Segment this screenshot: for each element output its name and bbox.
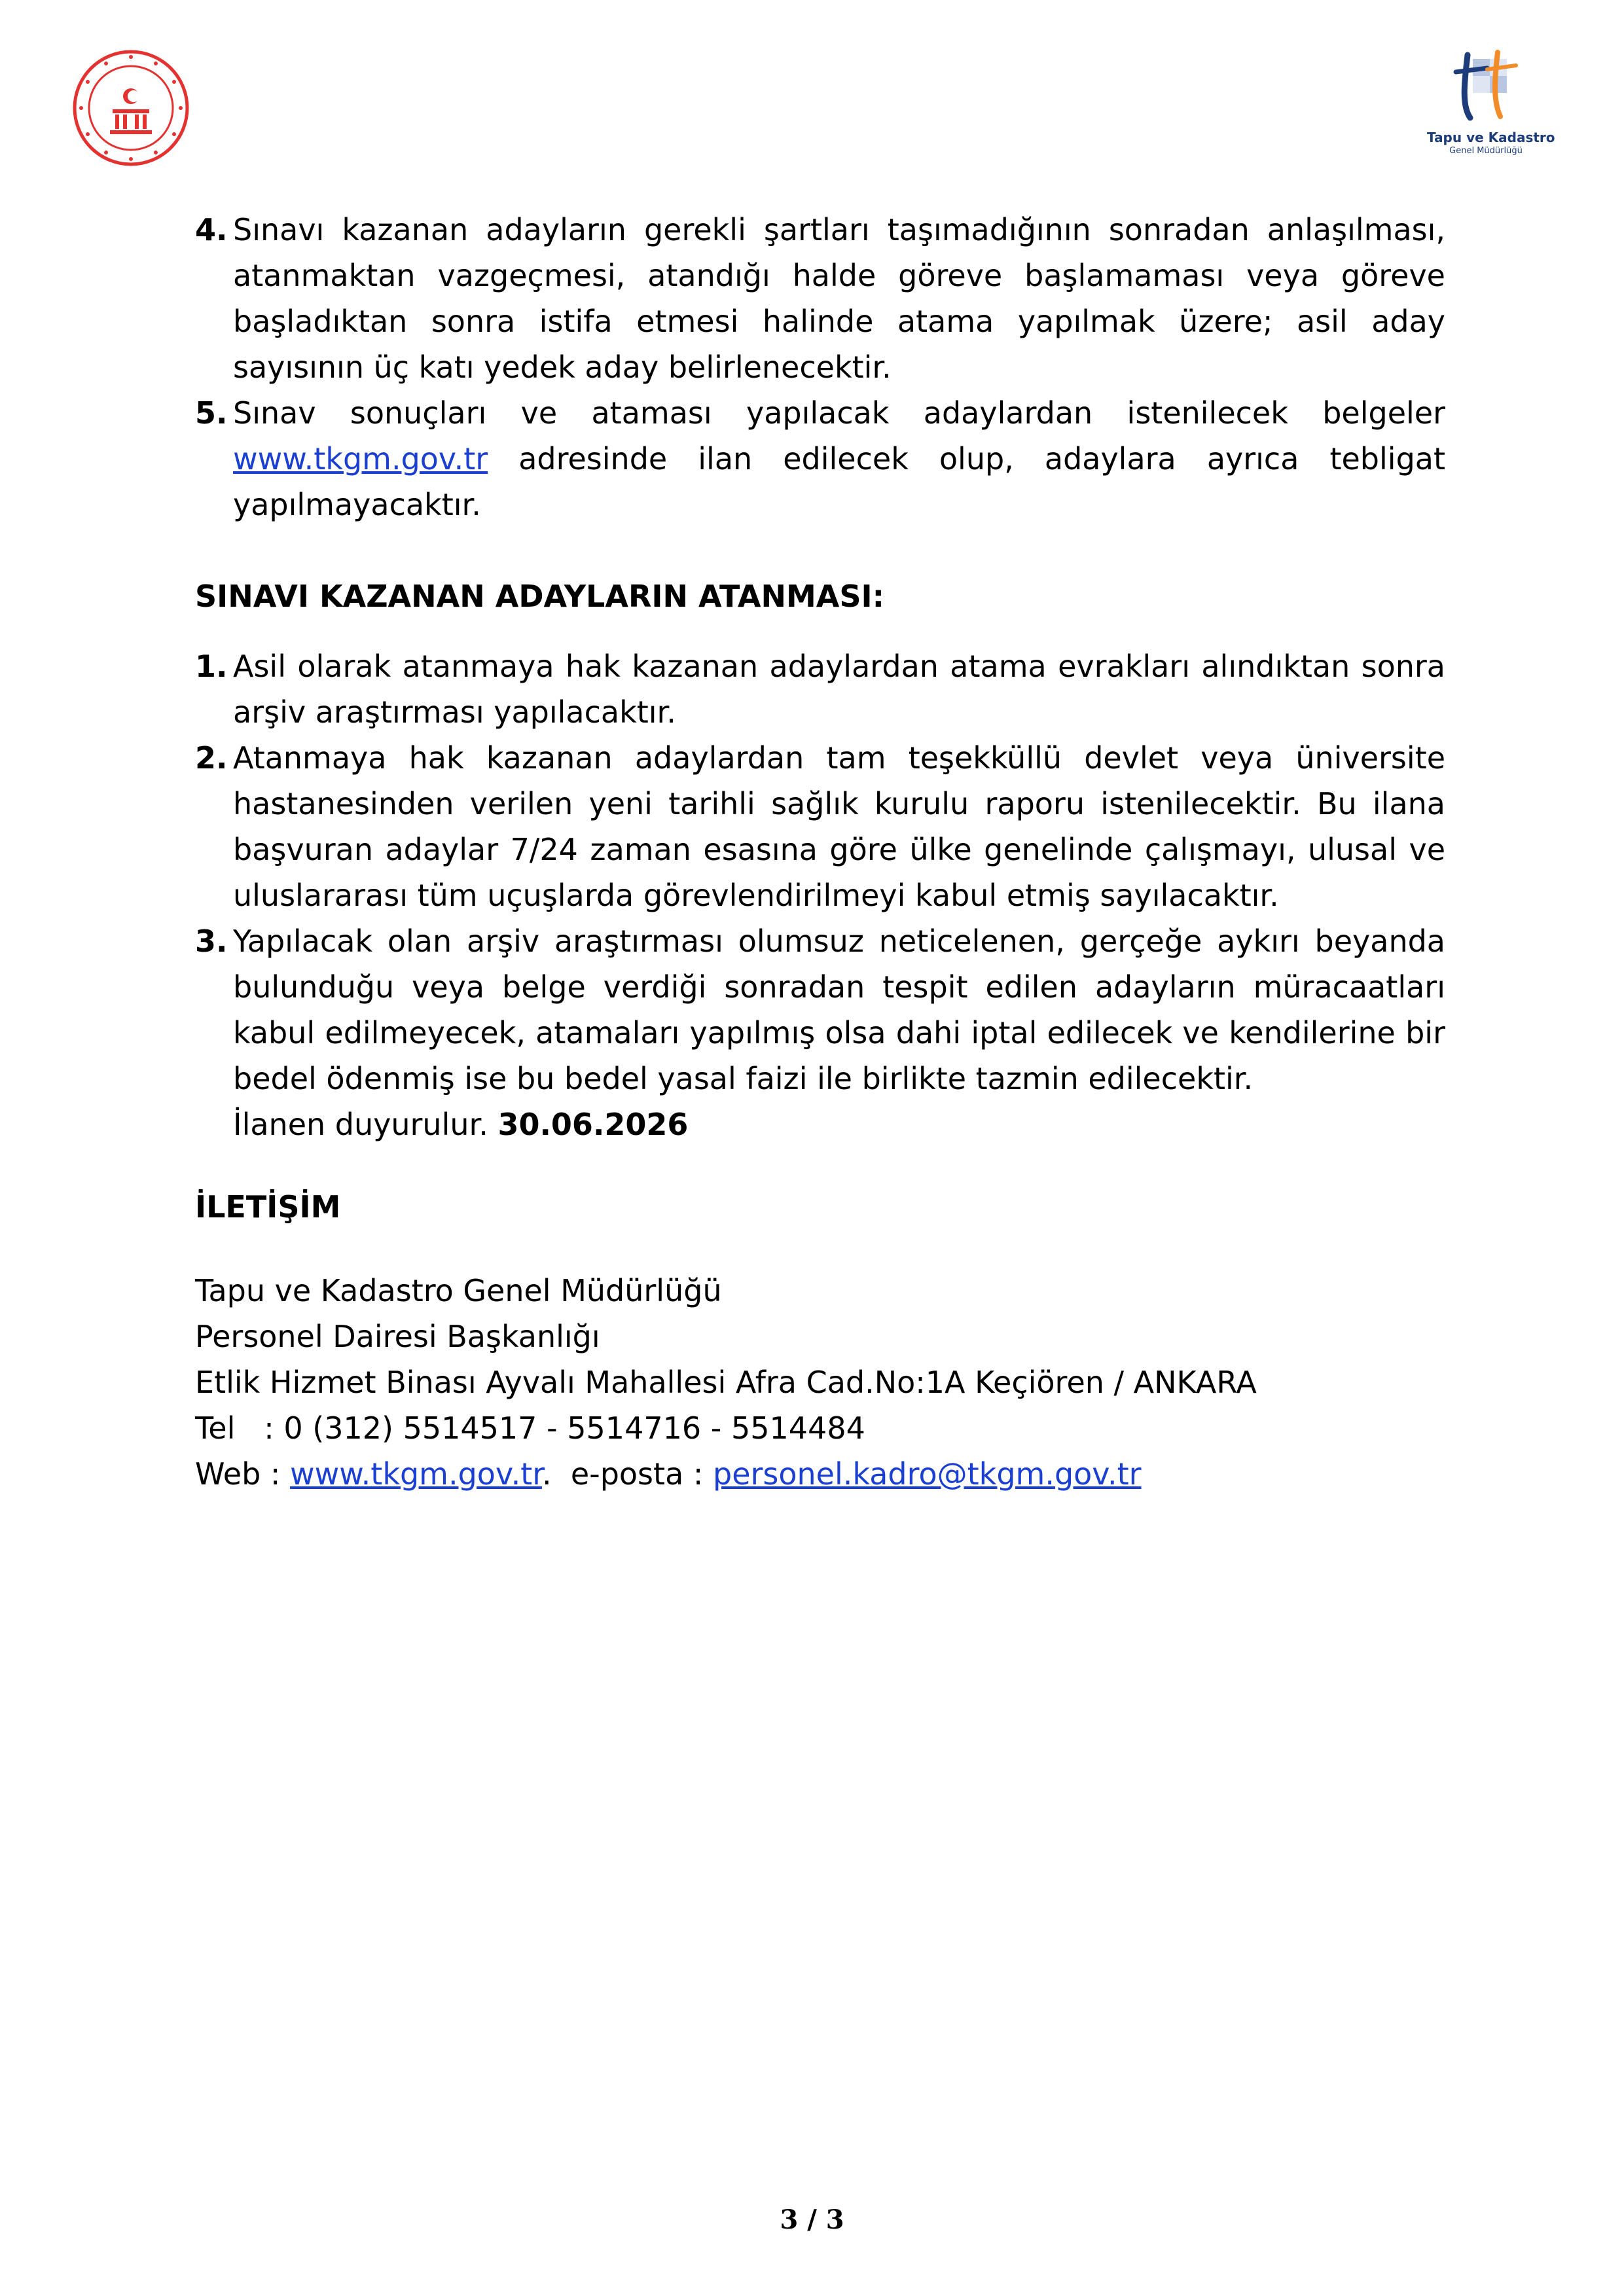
- list-text-part: adresinde ilan edilecek olup, adaylara ayrıca tebligat yapılmayacaktır.: [233, 441, 1445, 522]
- section-heading: SINAVI KAZANAN ADAYLARIN ATANMASI:: [195, 579, 884, 614]
- page-number: 3 / 3: [780, 2204, 844, 2235]
- phone-label: Tel :: [195, 1410, 284, 1446]
- list-number: 2.: [195, 740, 228, 776]
- list-item: [195, 207, 1445, 390]
- contact-organization: Tapu ve Kadastro Genel Müdürlüğü: [195, 1273, 722, 1308]
- tkgm-brand-name: Tapu ve Kadastro: [1427, 130, 1555, 145]
- list-item: [195, 390, 1445, 528]
- document-body: [195, 207, 1445, 1497]
- web-label: Web :: [195, 1456, 291, 1492]
- list-number: 1.: [195, 649, 228, 684]
- list-number: 3.: [195, 924, 228, 959]
- announcement-date: 30.06.2026: [497, 1107, 689, 1142]
- list-item: [195, 918, 1445, 1102]
- tkgm-logo-icon: [1427, 46, 1545, 130]
- contact-department: Personel Dairesi Başkanlığı: [195, 1319, 600, 1354]
- contact-website-link[interactable]: www.tkgm.gov.tr: [290, 1456, 542, 1492]
- list-text: Sınavı kazanan adayların gerekli şartları taşımadığının sonradan anlaşılması, atanmaktan vazgeçmesi, atandığı halde göreve başlamaması veya göreve başladıktan sonra istifa etmesi halinde atama yapılmak üzere; asil aday sayısının üç katı yedek aday belirlenecektir.: [233, 212, 1445, 385]
- list-item: [195, 735, 1445, 918]
- list-text: Yapılacak olan arşiv araştırması olumsuz neticelenen, gerçeğe aykırı beyanda bulunduğu veya belge verdiği sonradan tespit edilen adayların müracaatları kabul edilmeyecek, atamaları yapılmış olsa dahi iptal edilecek ve kendilerine bir bedel ödenmiş ise bu bedel yasal faizi ile birlikte tazmin edilecektir.: [233, 924, 1445, 1096]
- contact-address: Etlik Hizmet Binası Ayvalı Mahallesi Afra Cad.No:1A Keçiören / ANKARA: [195, 1365, 1257, 1400]
- closing-line: [195, 1102, 1445, 1147]
- contact-phone: [195, 1405, 1445, 1451]
- list-number: 4.: [195, 212, 228, 247]
- ministry-seal-icon: [72, 49, 190, 167]
- ministry-seal-logo: [72, 49, 190, 167]
- email-label: . e-posta :: [541, 1456, 713, 1492]
- list-text: Asil olarak atanmaya hak kazanan adaylardan atama evrakları alındıktan sonra arşiv araştırması yapılacaktır.: [233, 649, 1445, 730]
- list-text-part: Sınav sonuçları ve ataması yapılacak adaylardan istenilecek belgeler: [233, 395, 1445, 431]
- list-item: [195, 643, 1445, 735]
- contact-heading: İLETİŞİM: [195, 1189, 341, 1225]
- closing-text: İlanen duyurulur.: [233, 1107, 498, 1142]
- tkgm-logo: [1427, 46, 1555, 170]
- phone-numbers: 0 (312) 5514517 - 5514716 - 5514484: [283, 1410, 865, 1446]
- contact-email-link[interactable]: personel.kadro@tkgm.gov.tr: [713, 1456, 1142, 1492]
- tkgm-brand-subtitle: Genel Müdürlüğü: [1449, 146, 1523, 156]
- list-number: 5.: [195, 395, 228, 431]
- list-text: [233, 390, 1445, 528]
- contact-web-email: [195, 1451, 1445, 1497]
- list-text: Atanmaya hak kazanan adaylardan tam teşekküllü devlet veya üniversite hastanesinden verilen yeni tarihli sağlık kurulu raporu istenilecektir. Bu ilana başvuran adaylar 7/24 zaman esasına göre ülke genelinde çalışmayı, ulusal ve uluslararası tüm uçuşlarda görevlendirilmeyi kabul etmiş sayılacaktır.: [233, 740, 1445, 913]
- tkgm-website-link[interactable]: www.tkgm.gov.tr: [233, 441, 488, 476]
